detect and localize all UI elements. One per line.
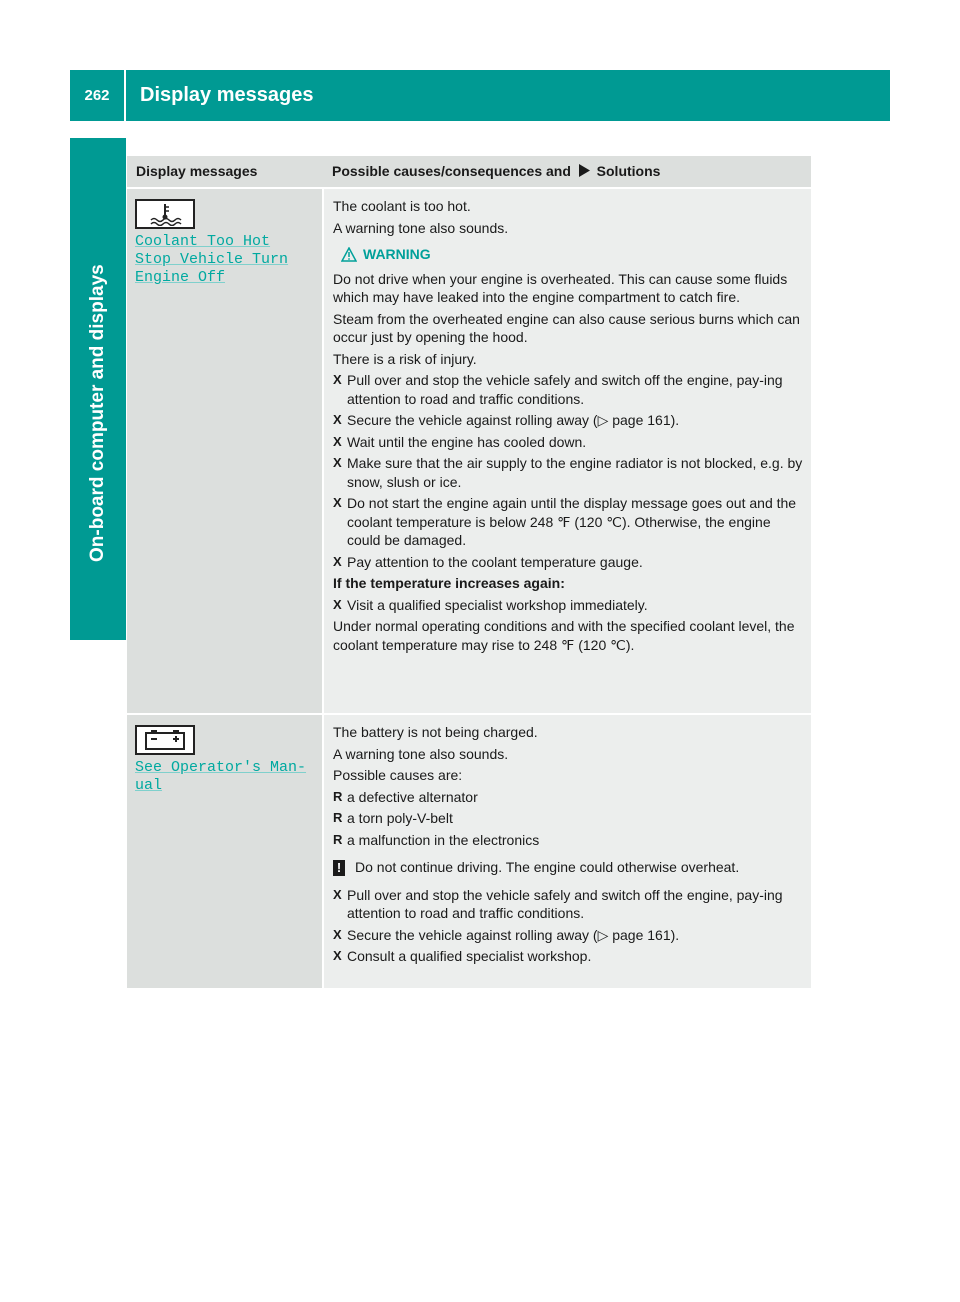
message-line: See Operator's Man‐ <box>135 759 307 776</box>
action-text: Make sure that the air supply to the engine radiator is not blocked, e.g. by snow, slush or ice. <box>347 455 803 490</box>
action-item <box>333 411 805 430</box>
col-header-solutions <box>323 156 811 188</box>
section-side-tab <box>70 138 126 640</box>
action-item <box>333 454 805 491</box>
action-mark: X <box>333 495 342 510</box>
message-cell <box>127 714 323 988</box>
cause-text: Possible causes are: <box>333 767 463 783</box>
battery-icon <box>135 725 195 755</box>
warning-triangle-icon <box>341 247 357 262</box>
warning-label: WARNING <box>363 246 431 262</box>
action-mark: X <box>333 412 342 427</box>
bullet-mark: R <box>333 810 343 825</box>
display-messages-table <box>127 156 811 988</box>
caution-text: Do not continue driving. The engine could otherwise overheat. <box>355 859 740 875</box>
action-mark: X <box>333 596 342 612</box>
cause-text: A warning tone also sounds. <box>333 219 509 236</box>
message-line: Coolant Too Hot <box>135 233 271 250</box>
table-header-row <box>127 156 811 188</box>
action-text: Pay attention to the coolant temperature gauge. <box>347 553 643 570</box>
cause-text: The coolant is too hot. <box>333 198 471 214</box>
action-text: Secure the vehicle against rolling away (▷ page 161). <box>347 926 680 943</box>
message-line: ual <box>135 777 163 794</box>
table-row <box>127 714 811 988</box>
action-item <box>333 433 805 452</box>
cause-item-text: a malfunction in the electronics <box>347 831 540 848</box>
page-header <box>70 70 890 121</box>
message-line: Engine Off <box>135 269 226 286</box>
col-header-solutions-prefix: Possible causes/consequences and <box>332 163 571 179</box>
action-item <box>333 596 805 615</box>
action-text: Secure the vehicle against rolling away (▷ page 161). <box>347 412 680 428</box>
action-item <box>333 553 805 572</box>
warning-text: Steam from the overheated engine can also cause serious burns which can occur just by opening the hood. <box>333 310 800 345</box>
action-text: Pull over and stop the vehicle safely and switch off the engine, pay-ing attention to road and traffic conditions. <box>347 372 783 407</box>
solution-cell <box>323 188 811 714</box>
action-text: Wait until the engine has cooled down. <box>347 433 587 450</box>
play-arrow-icon <box>578 164 590 177</box>
bullet-mark: R <box>333 788 343 804</box>
page-title: Display messages <box>140 84 314 106</box>
coolant-temperature-icon <box>135 199 195 229</box>
action-item <box>333 926 805 945</box>
action-text: Do not start the engine again until the display message goes out and the coolant temperature is below 248 ℉ (120 ℃). Otherwise, the engine could be damaged. <box>347 495 797 548</box>
cause-item <box>333 809 805 828</box>
cause-item <box>333 831 805 850</box>
action-text: Pull over and stop the vehicle safely and switch off the engine, pay-ing attention to road and traffic conditions. <box>347 886 783 921</box>
cause-text: The battery is not being charged. <box>333 724 538 740</box>
page-number: 262 <box>70 70 126 121</box>
action-mark: X <box>333 372 342 387</box>
table-row <box>127 188 811 714</box>
action-item <box>333 886 805 923</box>
message-cell <box>127 188 323 714</box>
section-marker-block <box>70 594 126 640</box>
action-item <box>333 494 805 550</box>
warning-text: Do not drive when your engine is overheated. This can cause some fluids which may have leaked into the engine compartment to catch fire. <box>333 270 788 305</box>
action-mark: X <box>333 948 342 963</box>
warning-heading <box>333 245 805 264</box>
caution-icon: ! <box>333 860 345 876</box>
note-text: Under normal operating conditions and with the specified coolant level, the coolant temperature may rise to 248 ℉ (120 ℃). <box>333 618 795 653</box>
col-header-solutions-suffix: Solutions <box>596 163 661 179</box>
action-text: Consult a qualified specialist workshop. <box>347 948 592 964</box>
cause-item-text: a defective alternator <box>347 788 478 805</box>
cause-item <box>333 788 805 807</box>
message-line: Stop Vehicle Turn <box>135 251 289 268</box>
action-mark: X <box>333 553 342 569</box>
bullet-mark: R <box>333 831 343 847</box>
col-header-messages: Display messages <box>127 156 323 188</box>
warning-text: There is a risk of injury. <box>333 350 477 367</box>
action-mark: X <box>333 886 342 902</box>
solution-cell <box>323 714 811 988</box>
cause-text: A warning tone also sounds. <box>333 745 509 762</box>
section-label: On-board computer and displays <box>87 264 108 562</box>
action-text: Visit a qualified specialist workshop immediately. <box>347 596 648 613</box>
action-mark: X <box>333 433 342 449</box>
cause-item-text: a torn poly-V-belt <box>347 810 453 826</box>
action-mark: X <box>333 926 342 942</box>
sub-heading: If the temperature increases again: <box>333 575 565 591</box>
action-item <box>333 947 805 966</box>
action-item <box>333 371 805 408</box>
caution-note <box>333 858 805 877</box>
action-mark: X <box>333 455 342 470</box>
